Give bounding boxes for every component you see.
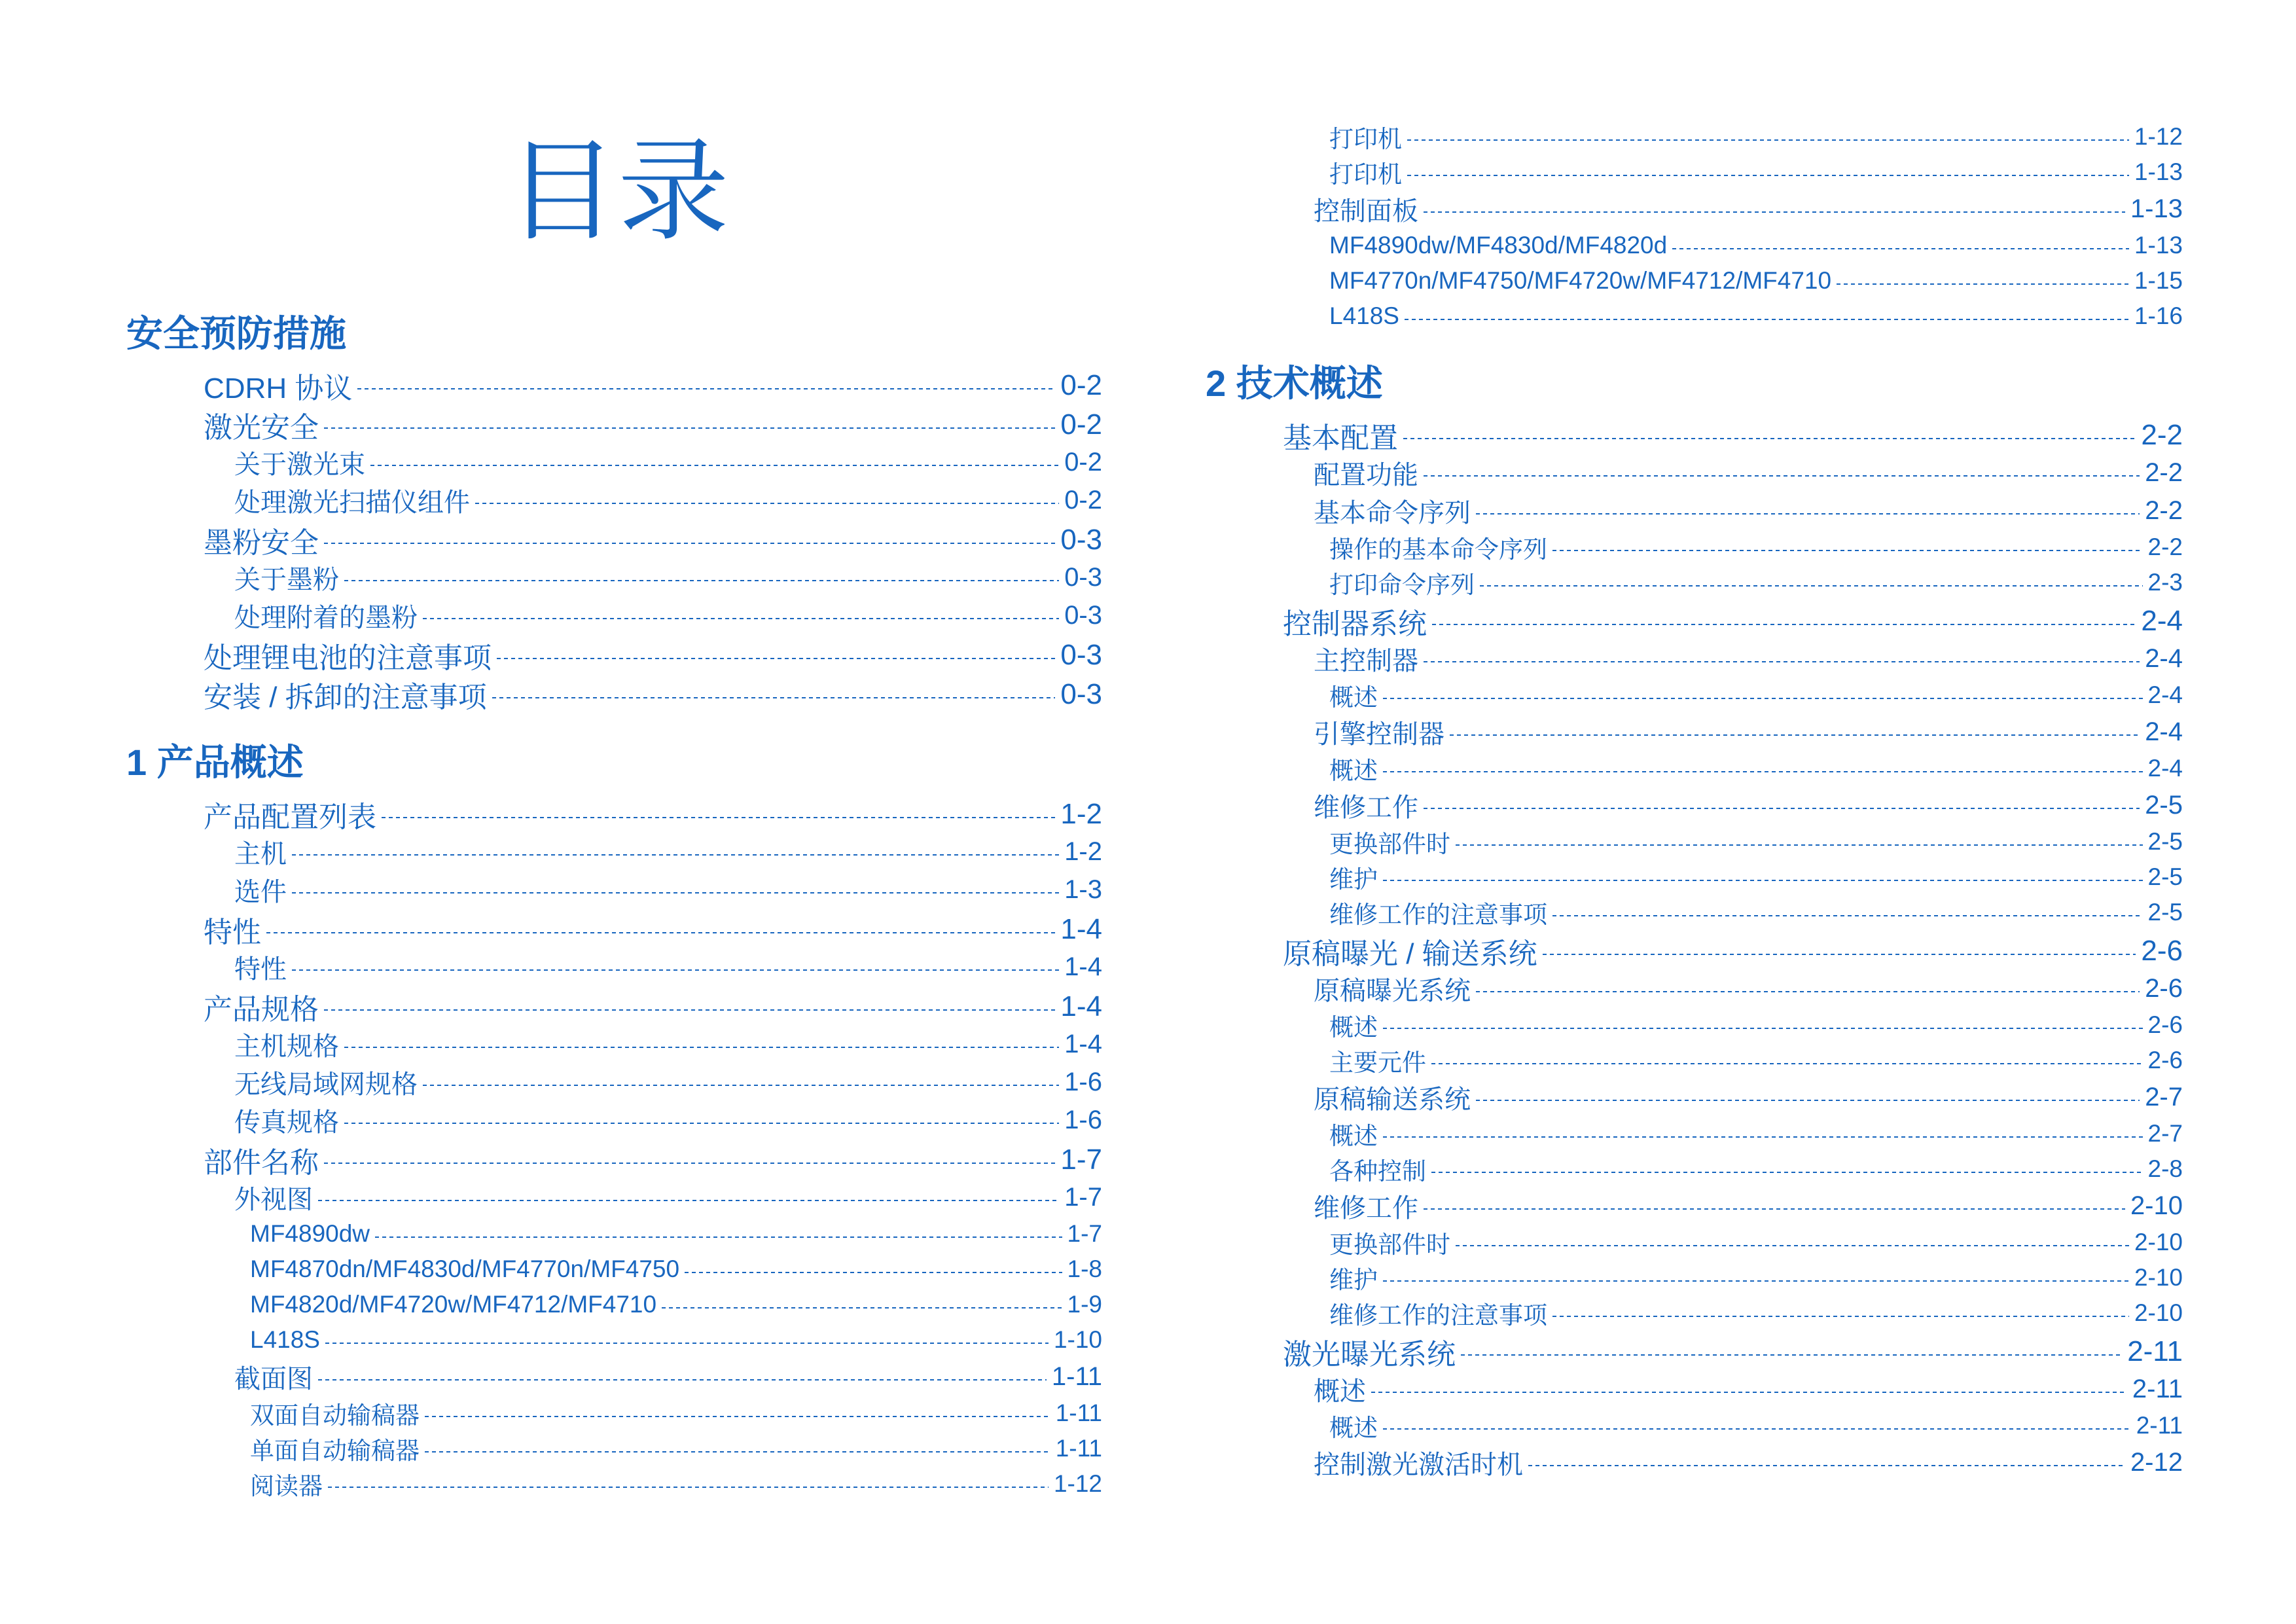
toc-entry-page-number: 2-2	[2141, 419, 2183, 451]
toc-entry-page-number: 2-2	[2145, 496, 2183, 525]
toc-dash-leader	[492, 697, 1056, 698]
toc-entry-title: MF4890dw	[250, 1220, 370, 1247]
toc-entry	[126, 1101, 1102, 1139]
toc-entry-title: 主机规格	[234, 1032, 339, 1061]
toc-dash-leader	[1456, 1245, 2129, 1246]
toc-entry-page-number: 2-8	[2147, 1155, 2183, 1182]
toc-entry-title: 各种控制	[1329, 1158, 1426, 1185]
toc-entry-page-number: 1-12	[1053, 1470, 1102, 1497]
toc-entry-page-number: 0-3	[1064, 600, 1102, 630]
toc-entry	[1206, 119, 2183, 154]
toc-entry	[1206, 190, 2183, 228]
toc-entry-title: L418S	[250, 1326, 320, 1353]
toc-dash-leader	[370, 465, 1059, 466]
toc-dash-leader	[1552, 1316, 2129, 1317]
section-heading: 2 技术概述	[1206, 363, 1383, 404]
toc-dash-leader	[497, 658, 1055, 659]
toc-entry-page-number: 1-8	[1067, 1255, 1102, 1282]
toc-entry-title: 概述	[1329, 757, 1378, 784]
toc-entry-page-number: 1-4	[1064, 1029, 1102, 1058]
toc-entry	[1206, 1043, 2183, 1078]
toc-entry-title: 引擎控制器	[1314, 719, 1444, 749]
toc-dash-leader	[292, 969, 1059, 971]
toc-entry-page-number: 2-4	[2145, 717, 2183, 746]
toc-entry-title: 配置功能	[1314, 460, 1418, 490]
toc-entry-title: 安装 / 拆卸的注意事项	[204, 681, 487, 713]
toc-entry-title: 控制面板	[1314, 196, 1418, 226]
toc-entry-page-number: 1-4	[1064, 952, 1102, 981]
toc-entry-title: 选件	[234, 877, 287, 907]
toc-entry-page-number: 2-10	[2134, 1264, 2183, 1291]
toc-entry-title: 打印机	[1329, 161, 1402, 188]
toc-dash-leader	[1383, 1428, 2131, 1430]
toc-dash-leader	[1424, 211, 2125, 213]
toc-entry	[126, 1142, 1102, 1178]
toc-entry-page-number: 1-4	[1060, 990, 1102, 1022]
toc-dash-leader	[1543, 954, 2136, 955]
toc-entry-page-number: 2-4	[2147, 681, 2183, 708]
toc-entry-title: 维修工作的注意事项	[1329, 901, 1547, 928]
toc-entry	[126, 637, 1102, 674]
toc-entry	[126, 1287, 1102, 1322]
toc-entry-page-number: 0-3	[1060, 678, 1102, 710]
toc-column-right	[1206, 119, 2183, 1481]
toc-entry-title: 维修工作	[1314, 793, 1418, 822]
toc-dash-leader	[1476, 513, 2140, 514]
toc-entry-title: 产品配置列表	[204, 801, 376, 833]
toc-entry-page-number: 2-7	[2147, 1120, 2183, 1147]
toc-entry-title: 控制激光激活时机	[1314, 1450, 1523, 1479]
toc-entry-page-number: 1-2	[1064, 837, 1102, 866]
toc-entry-title: 激光安全	[204, 412, 319, 444]
toc-entry-page-number: 1-3	[1064, 875, 1102, 904]
toc-entry	[1206, 454, 2183, 492]
toc-entry	[126, 1358, 1102, 1396]
toc-entry-page-number: 2-12	[2130, 1447, 2183, 1477]
toc-dash-leader	[1480, 585, 2143, 586]
toc-entry-title: 概述	[1314, 1377, 1366, 1406]
toc-entry-title: 阅读器	[250, 1473, 323, 1500]
toc-dash-leader	[1405, 319, 2129, 320]
toc-dash-leader	[1371, 1392, 2127, 1393]
toc-entry-page-number: 1-11	[1055, 1435, 1102, 1462]
toc-entry	[1206, 530, 2183, 565]
toc-entry-title: 主机	[234, 839, 287, 869]
toc-entry	[1206, 492, 2183, 530]
toc-entry	[1206, 751, 2183, 786]
toc-entry-page-number: 2-6	[2145, 973, 2183, 1003]
toc-dash-leader	[318, 1379, 1047, 1380]
toc-entry-title: MF4870dn/MF4830d/MF4770n/MF4750	[250, 1255, 680, 1282]
toc-dash-leader	[1383, 880, 2143, 881]
toc-entry-title: 主要元件	[1329, 1049, 1426, 1076]
toc-dash-leader	[1432, 624, 2136, 625]
toc-entry-page-number: 2-6	[2141, 935, 2183, 967]
toc-entry	[126, 558, 1102, 596]
toc-entry	[126, 871, 1102, 909]
toc-entry-title: 维修工作的注意事项	[1329, 1302, 1547, 1329]
toc-entry-title: 操作的基本命令序列	[1329, 536, 1547, 563]
toc-entry-title: 更换部件时	[1329, 1231, 1450, 1258]
toc-entry	[1206, 1225, 2183, 1260]
toc-dash-leader	[1407, 175, 2129, 176]
toc-entry-page-number: 1-7	[1064, 1182, 1102, 1212]
toc-entry-title: 外视图	[234, 1185, 313, 1214]
toc-entry-title: 部件名称	[204, 1147, 319, 1179]
toc-dash-leader	[662, 1307, 1062, 1308]
toc-entry	[126, 481, 1102, 519]
toc-entry-page-number: 1-13	[2130, 194, 2183, 223]
toc-entry-title: 激光曝光系统	[1283, 1339, 1456, 1371]
toc-entry-page-number: 1-7	[1060, 1144, 1102, 1176]
toc-dash-leader	[1383, 1028, 2143, 1029]
toc-entry	[126, 596, 1102, 634]
toc-entry	[1206, 640, 2183, 677]
toc-dash-leader	[1552, 550, 2143, 551]
page-title: 目录	[506, 130, 729, 254]
toc-entry	[1206, 713, 2183, 751]
toc-entry-title: 维护	[1329, 1267, 1378, 1293]
toc-dash-leader	[1424, 1208, 2125, 1210]
toc-entry	[1206, 1260, 2183, 1295]
toc-entry-title: 概述	[1329, 1415, 1378, 1441]
toc-entry-title: 基本命令序列	[1314, 498, 1471, 528]
toc-entry-title: 概述	[1329, 1014, 1378, 1041]
toc-dash-leader	[1476, 991, 2140, 992]
toc-dash-leader	[1403, 438, 2136, 439]
toc-dash-leader	[1431, 1172, 2143, 1173]
toc-entry-page-number: 2-5	[2145, 790, 2183, 820]
toc-dash-leader	[324, 1163, 1055, 1164]
toc-entry-title: 基本配置	[1283, 422, 1398, 454]
toc-entry	[126, 833, 1102, 871]
toc-entry	[1206, 969, 2183, 1007]
toc-entry	[126, 796, 1102, 833]
toc-entry-title: CDRH 协议	[204, 372, 353, 405]
toc-entry	[1206, 1443, 2183, 1481]
toc-entry-page-number: 2-5	[2147, 899, 2183, 926]
toc-dash-leader	[292, 892, 1059, 893]
toc-entry-page-number: 1-11	[1055, 1399, 1102, 1426]
toc-entry-page-number: 0-3	[1060, 524, 1102, 556]
toc-dash-leader	[318, 1200, 1059, 1201]
toc-entry-page-number: 2-2	[2145, 458, 2183, 487]
toc-entry-title: 墨粉安全	[204, 527, 319, 559]
toc-entry	[126, 676, 1102, 713]
toc-dash-leader	[344, 580, 1059, 581]
toc-dash-leader	[425, 1451, 1050, 1453]
toc-dash-leader	[324, 427, 1055, 429]
toc-dash-leader	[382, 817, 1055, 818]
toc-entry	[1206, 824, 2183, 859]
toc-entry-title: L418S	[1329, 302, 1399, 329]
toc-entry-page-number: 0-2	[1064, 485, 1102, 514]
toc-entry-page-number: 1-9	[1067, 1291, 1102, 1318]
toc-entry-page-number: 2-11	[2132, 1374, 2183, 1403]
toc-entry	[126, 1216, 1102, 1252]
toc-entry-page-number: 1-12	[2134, 123, 2183, 150]
toc-entry-title: 特性	[204, 916, 261, 948]
toc-entry-page-number: 1-13	[2134, 158, 2183, 185]
toc-dash-leader	[292, 854, 1059, 856]
toc-entry	[126, 1431, 1102, 1466]
toc-entry-title: 维护	[1329, 866, 1378, 893]
toc-entry-title: 打印机	[1329, 126, 1402, 153]
toc-dash-leader	[324, 1009, 1055, 1011]
toc-entry-title: 关于墨粉	[234, 565, 339, 594]
toc-entry	[1206, 895, 2183, 930]
toc-entry	[126, 406, 1102, 443]
toc-entry-title: 处理附着的墨粉	[234, 603, 418, 632]
toc-entry	[126, 522, 1102, 558]
toc-dash-leader	[1424, 475, 2140, 477]
toc-dash-leader	[1450, 734, 2140, 736]
toc-entry-page-number: 2-10	[2130, 1191, 2183, 1220]
toc-entry-title: 原稿曝光 / 输送系统	[1283, 938, 1537, 970]
toc-entry-title: 概述	[1329, 1123, 1378, 1149]
toc-dash-leader	[1837, 283, 2129, 285]
toc-dash-leader	[357, 388, 1055, 389]
toc-entry	[1206, 298, 2183, 334]
toc-entry	[1206, 1078, 2183, 1116]
toc-entry-title: 传真规格	[234, 1108, 339, 1137]
toc-entry-page-number: 1-6	[1064, 1067, 1102, 1096]
toc-entry	[1206, 603, 2183, 640]
toc-entry-page-number: 2-11	[2127, 1335, 2183, 1367]
toc-dash-leader	[685, 1272, 1062, 1273]
toc-entry	[126, 1178, 1102, 1216]
toc-dash-leader	[1528, 1465, 2125, 1466]
toc-dash-leader	[1424, 661, 2140, 662]
toc-entry	[126, 1252, 1102, 1287]
toc-dash-leader	[1552, 915, 2143, 916]
toc-entry-title: 原稿输送系统	[1314, 1085, 1471, 1114]
toc-entry	[1206, 1116, 2183, 1151]
toc-dash-leader	[1407, 139, 2129, 141]
toc-entry-title: 无线局域网规格	[234, 1070, 418, 1099]
toc-entry-title: 特性	[234, 954, 287, 984]
toc-entry	[126, 948, 1102, 986]
toc-dash-leader	[325, 1343, 1049, 1344]
toc-entry-page-number: 2-7	[2145, 1082, 2183, 1111]
toc-entry-title: 处理锂电池的注意事项	[204, 642, 492, 674]
toc-entry-title: 更换部件时	[1329, 831, 1450, 857]
toc-entry-page-number: 2-6	[2147, 1047, 2183, 1074]
toc-entry-page-number: 2-5	[2147, 828, 2183, 855]
toc-entry-title: 控制器系统	[1283, 608, 1427, 640]
toc-entry-title: MF4890dw/MF4830d/MF4820d	[1329, 232, 1668, 259]
section-heading: 1 产品概述	[126, 742, 304, 783]
toc-entry	[1206, 933, 2183, 969]
toc-entry-page-number: 2-3	[2147, 569, 2183, 596]
toc-entry	[1206, 1370, 2183, 1408]
toc-entry	[1206, 565, 2183, 600]
toc-entry-title: 产品规格	[204, 994, 319, 1026]
toc-dash-leader	[1424, 808, 2140, 809]
toc-entry	[1206, 1408, 2183, 1443]
toc-dash-leader	[475, 503, 1059, 504]
toc-entry-title: MF4820d/MF4720w/MF4712/MF4710	[250, 1291, 657, 1318]
toc-entry-page-number: 1-11	[1051, 1362, 1102, 1391]
toc-entry-page-number: 0-2	[1064, 447, 1102, 477]
toc-entry-title: MF4770n/MF4750/MF4720w/MF4712/MF4710	[1329, 267, 1832, 294]
toc-entry-page-number: 2-5	[2147, 863, 2183, 890]
toc-entry-page-number: 1-6	[1064, 1105, 1102, 1134]
toc-dash-leader	[1383, 771, 2143, 772]
toc-entry	[1206, 263, 2183, 298]
toc-entry	[126, 1322, 1102, 1358]
toc-entry-page-number: 2-10	[2134, 1299, 2183, 1326]
toc-entry-title: 维修工作	[1314, 1193, 1418, 1223]
toc-entry-page-number: 2-6	[2147, 1011, 2183, 1038]
toc-entry	[1206, 786, 2183, 824]
toc-entry-page-number: 2-4	[2141, 605, 2183, 637]
toc-entry-title: 打印命令序列	[1329, 571, 1475, 598]
toc-entry-title: 关于激光束	[234, 450, 365, 479]
toc-dash-leader	[344, 1123, 1059, 1124]
toc-entry-page-number: 2-4	[2147, 755, 2183, 782]
toc-entry-title: 单面自动输稿器	[250, 1437, 420, 1464]
toc-dash-leader	[324, 543, 1055, 544]
toc-entry	[1206, 1295, 2183, 1331]
toc-dash-leader	[1461, 1354, 2122, 1356]
toc-dash-leader	[266, 932, 1055, 933]
toc-dash-leader	[423, 1085, 1059, 1086]
toc-entry-title: 截面图	[234, 1364, 313, 1394]
toc-entry	[126, 1063, 1102, 1101]
toc-entry-title: 双面自动输稿器	[250, 1402, 420, 1429]
toc-dash-leader	[1383, 698, 2143, 699]
toc-entry-page-number: 2-4	[2145, 643, 2183, 673]
toc-entry	[1206, 1187, 2183, 1225]
toc-entry-page-number: 2-11	[2136, 1412, 2183, 1439]
toc-entry-page-number: 1-10	[1053, 1326, 1102, 1353]
toc-entry	[126, 988, 1102, 1025]
toc-entry-page-number: 2-10	[2134, 1229, 2183, 1255]
toc-entry-page-number: 1-7	[1067, 1220, 1102, 1247]
toc-entry	[1206, 677, 2183, 713]
toc-entry-title: 主控制器	[1314, 646, 1418, 676]
toc-entry	[126, 1466, 1102, 1502]
toc-entry	[126, 1025, 1102, 1063]
toc-entry	[1206, 859, 2183, 895]
toc-entry	[1206, 1151, 2183, 1187]
toc-entry-page-number: 0-3	[1060, 639, 1102, 671]
toc-dash-leader	[1456, 844, 2143, 846]
toc-dash-leader	[344, 1047, 1059, 1048]
toc-entry-page-number: 1-2	[1060, 798, 1102, 830]
toc-dash-leader	[375, 1236, 1062, 1238]
toc-entry-page-number: 1-4	[1060, 913, 1102, 945]
toc-dash-leader	[1431, 1063, 2143, 1064]
toc-entry-page-number: 0-3	[1064, 562, 1102, 592]
toc-dash-leader	[1383, 1136, 2143, 1138]
toc-entry	[126, 367, 1102, 404]
toc-entry	[1206, 417, 2183, 454]
toc-entry-page-number: 2-2	[2147, 533, 2183, 560]
toc-dash-leader	[425, 1416, 1050, 1417]
toc-dash-leader	[423, 618, 1059, 619]
toc-entry	[1206, 1007, 2183, 1043]
toc-entry	[1206, 154, 2183, 190]
toc-entry-page-number: 0-2	[1060, 408, 1102, 441]
toc-entry-page-number: 1-15	[2134, 267, 2183, 294]
toc-entry-title: 原稿曝光系统	[1314, 976, 1471, 1005]
toc-dash-leader	[1383, 1280, 2129, 1282]
toc-entry	[126, 911, 1102, 948]
toc-entry-page-number: 0-2	[1060, 369, 1102, 401]
toc-entry-title: 概述	[1329, 684, 1378, 711]
toc-dash-leader	[328, 1487, 1049, 1488]
toc-dash-leader	[1672, 248, 2129, 249]
toc-entry-page-number: 1-16	[2134, 302, 2183, 329]
toc-entry-title: 处理激光扫描仪组件	[234, 488, 470, 517]
toc-entry	[1206, 228, 2183, 263]
toc-entry-page-number: 1-13	[2134, 232, 2183, 259]
toc-entry	[126, 1396, 1102, 1431]
toc-column-left	[126, 303, 1102, 1502]
section-heading: 安全预防措施	[126, 313, 346, 354]
toc-entry	[126, 443, 1102, 481]
toc-entry	[1206, 1333, 2183, 1370]
toc-dash-leader	[1476, 1100, 2140, 1101]
